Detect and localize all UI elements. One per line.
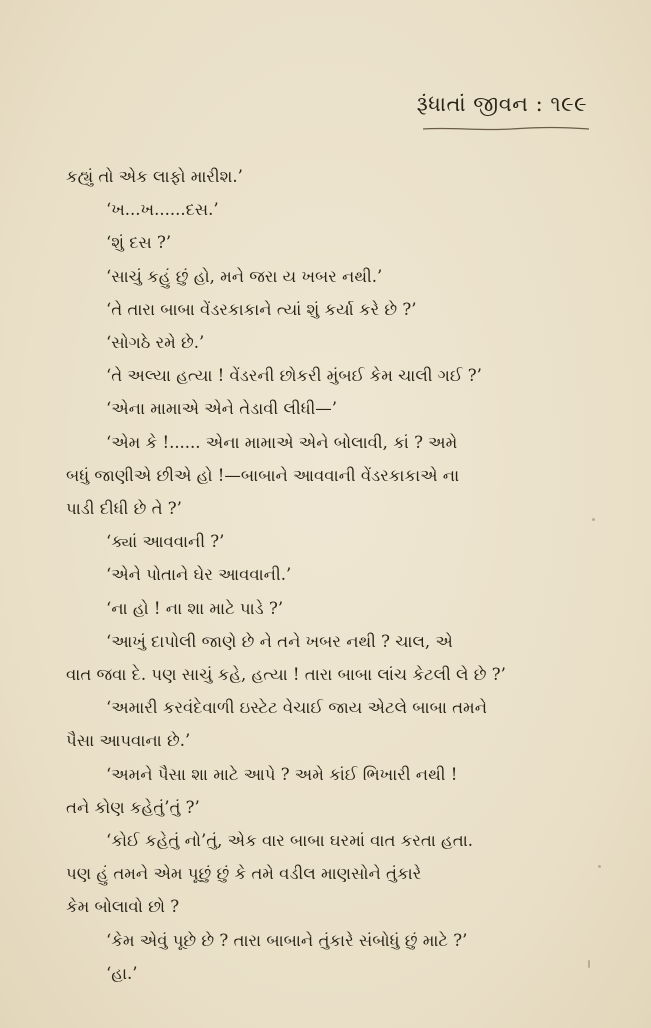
text-line: તને કોણ કહેતું’તું ?’	[66, 797, 200, 817]
text-line: ‘ના હો ! ના શા માટે પાડે ?’	[106, 598, 284, 618]
text-line: પૈસા આપવાના છે.’	[66, 731, 191, 751]
text-line: વાત જવા દે. પણ સાચું કહે, હત્યા ! તારા બાબા લાંચ કેટલી લે છે ?’	[66, 665, 506, 685]
running-header: રૂંધાતાં જીવન : ૧૯૯	[416, 92, 587, 116]
text-line: ‘એને પોતાને ઘેર આવવાની.’	[106, 565, 292, 585]
paper-speck	[598, 865, 601, 868]
text-line: ‘સોગઠે રમે છે.’	[106, 333, 205, 353]
text-line: ‘એના મામાએ એને તેડાવી લીધી—’	[106, 399, 338, 419]
text-line: ‘તે તારા બાબા વેંડરકાકાને ત્યાં શું કર્યા કરે છે ?’	[106, 299, 417, 319]
text-line: ‘ક્યાં આવવાની ?’	[106, 532, 225, 552]
text-line: પાડી દીધી છે તે ?’	[66, 499, 182, 519]
body-text	[66, 160, 596, 990]
paper-speck	[592, 518, 595, 521]
text-line: ‘તે અલ્યા હત્યા ! વેંડરની છોકરી મુંબઈ કેમ ચાલી ગઈ ?’	[106, 366, 482, 386]
text-line: ‘કોઈ કહેતું નો’તું, એક વાર બાબા ઘરમાં વાત કરતા હતા.	[106, 831, 473, 851]
text-line: પણ હું તમને એમ પૂછું છું કે તમે વડીલ માણસોને તુંકારે	[66, 864, 422, 884]
text-line: ‘સાચું કહું છું હો, મને જરા ય ખબર નથી.’	[106, 266, 383, 286]
text-line: ‘અમને પૈસા શા માટે આપે ? અમે કાંઈ ભિખારી નથી !	[106, 764, 458, 784]
paper-speck	[588, 960, 590, 968]
text-line: ‘આખું દાપોલી જાણે છે ને તને ખબર નથી ? ચાલ, એ	[106, 631, 453, 651]
text-line: ‘કેમ એવું પૂછે છે ? તારા બાબાને તુંકારે સંબોધું છું માટે ?’	[106, 930, 468, 950]
text-line: કેમ બોલાવો છો ?	[66, 897, 180, 917]
text-line: ‘શું દસ ?’	[106, 233, 172, 253]
header-underline	[421, 126, 591, 132]
text-line: ‘હા.’	[106, 963, 138, 983]
text-line: ‘એમ કે !...... એના મામાએ એને બોલાવી, કાં ? અમે	[106, 432, 458, 452]
text-line: બધું જાણીએ છીએ હો !—બાબાને આવવાની વેંડરકાકાએ ના	[66, 465, 460, 485]
text-line: ‘ખ...ખ......દસ.’	[106, 200, 219, 220]
text-line: કહ્યું તો એક લાફો મારીશ.’	[66, 167, 243, 186]
text-line: ‘અમારી કરવંદેવાળી ઇસ્ટેટ વેચાઈ જાય એટલે બાબા તમને	[106, 698, 488, 718]
